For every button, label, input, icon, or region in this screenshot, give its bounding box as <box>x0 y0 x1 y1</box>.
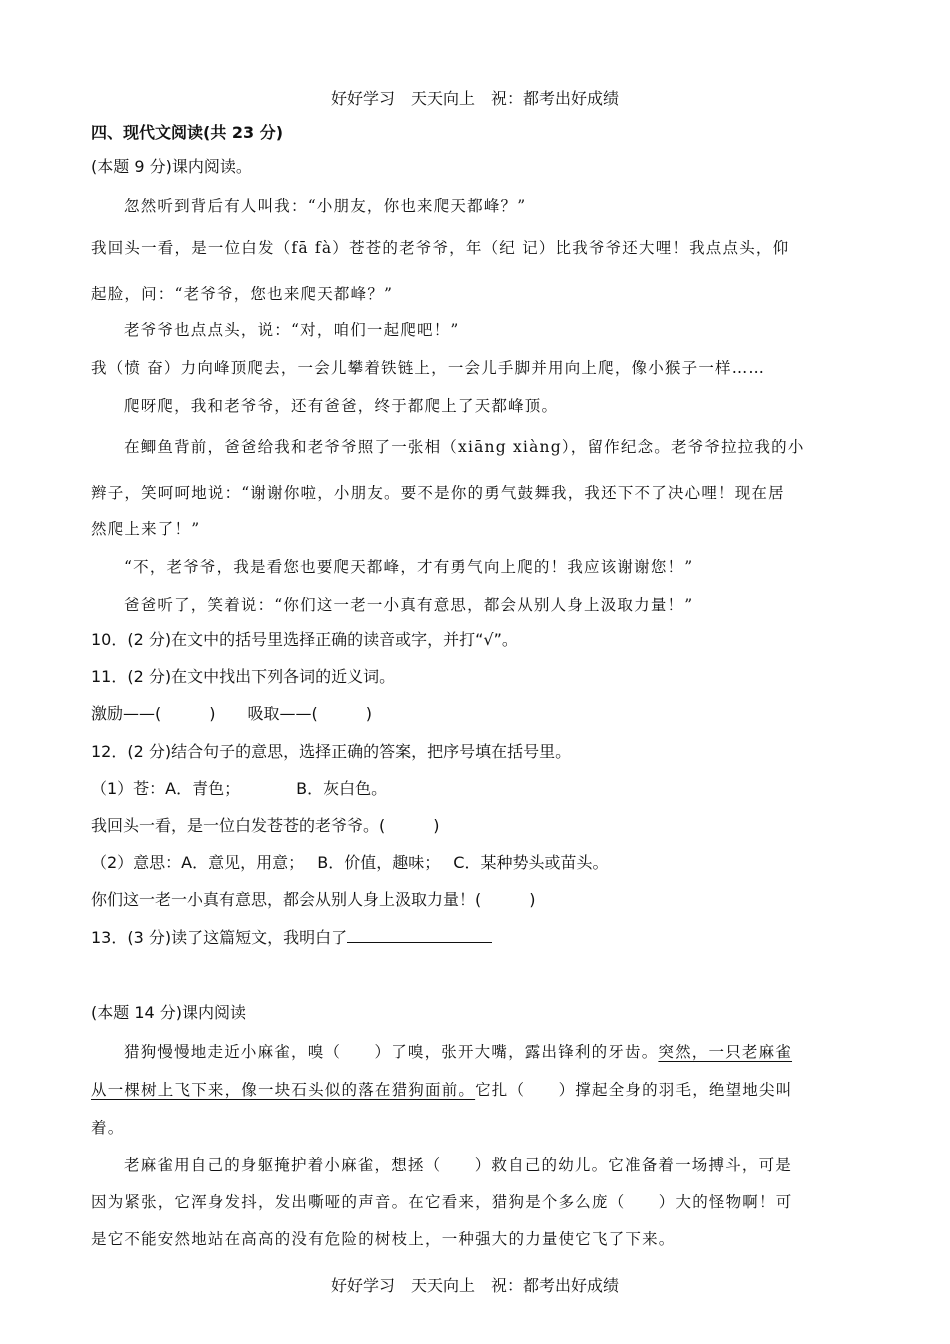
passage2-line: 因为紧张，它浑身发抖，发出嘶哑的声音。在它看来，猎狗是个多么庞（ ）大的怪物啊！可 <box>91 1193 793 1211</box>
passage1-line: 忽然听到背后有人叫我：“小朋友，你也来爬天都峰？” <box>124 197 527 215</box>
question-13-text: 13．(3 分)读了这篇短文，我明白了 <box>91 928 348 947</box>
passage1-intro: (本题 9 分)课内阅读。 <box>91 157 252 176</box>
passage1-line: 爬呀爬，我和老爷爷，还有爸爸，终于都爬上了天都峰顶。 <box>124 397 559 415</box>
passage2-text: 它扎（ ）撑起全身的羽毛，绝望地尖叫 <box>475 1081 793 1099</box>
passage1-line: “不，老爷爷，我是看您也要爬天都峰，才有勇气向上爬的！我应该谢谢您！” <box>124 558 694 576</box>
question-11-items: 激励——( ) 吸取——( ) <box>91 704 372 723</box>
passage1-line: 爸爸听了，笑着说：“你们这一老一小真有意思，都会从别人身上汲取力量！” <box>124 596 694 614</box>
passage2-line: 着。 <box>91 1119 125 1137</box>
passage1-line: 辫子，笑呵呵地说：“谢谢你啦，小朋友。要不是你的勇气鼓舞我，我还下不了决心哩！现在居 <box>91 484 785 502</box>
passage2-line <box>91 1080 792 1100</box>
passage1-line: 起脸，问：“老爷爷，您也来爬天都峰？” <box>91 285 394 303</box>
passage1-line: 在鲫鱼背前，爸爸给我和老爷爷照了一张相（xiāng xiàng），留作纪念。老爷爷拉拉我的小 <box>124 438 805 456</box>
passage2-line: 老麻雀用自己的身躯掩护着小麻雀，想拯（ ）救自己的幼儿。它准备着一场搏斗，可是 <box>124 1156 793 1174</box>
passage1-line: 我回头一看，是一位白发（fā fà）苍苍的老爷爷，年（纪 记）比我爷爷还大哩！我点点头，仰 <box>91 239 790 257</box>
question-12-sentence2: 你们这一老一小真有意思，都会从别人身上汲取力量！( ) <box>91 890 536 909</box>
section-title: 四、现代文阅读(共 23 分) <box>91 123 284 142</box>
passage2-intro: (本题 14 分)课内阅读 <box>91 1003 247 1022</box>
passage1-line: 老爷爷也点点头，说：“对，咱们一起爬吧！” <box>124 321 460 339</box>
underlined-sentence: 突然，一只老麻雀 <box>658 1043 793 1061</box>
passage2-line: 是它不能安然地站在高高的没有危险的树枝上，一种强大的力量使它飞了下来。 <box>91 1230 676 1248</box>
question-12-sentence1: 我回头一看，是一位白发苍苍的老爷爷。( ) <box>91 816 440 835</box>
page-footer: 好好学习 天天向上 祝：都考出好成绩 <box>330 1276 619 1295</box>
question-12-part2: （2）意思：A．意见，用意； B．价值，趣味； C．某种势头或苗头。 <box>91 853 609 872</box>
question-12-part1: （1）苍：A．青色； B．灰白色。 <box>91 779 388 798</box>
passage2-line <box>124 1042 792 1062</box>
answer-blank[interactable] <box>347 928 492 943</box>
passage2-text: 猎狗慢慢地走近小麻雀，嗅（ ）了嗅，张开大嘴，露出锋利的牙齿。 <box>124 1043 659 1061</box>
question-13 <box>91 928 492 948</box>
question-11: 11．(2 分)在文中找出下列各词的近义词。 <box>91 667 396 686</box>
question-12: 12．(2 分)结合句子的意思，选择正确的答案，把序号填在括号里。 <box>91 742 572 761</box>
page-header: 好好学习 天天向上 祝：都考出好成绩 <box>330 89 619 108</box>
underlined-sentence: 从一棵树上飞下来，像一块石头似的落在猎狗面前。 <box>91 1081 476 1099</box>
passage1-line: 我（愤 奋）力向峰顶爬去，一会儿攀着铁链上，一会儿手脚并用向上爬，像小猴子一样…… <box>91 359 766 377</box>
question-10: 10．(2 分)在文中的括号里选择正确的读音或字，并打“√”。 <box>91 630 518 649</box>
passage1-line: 然爬上来了！” <box>91 520 201 538</box>
